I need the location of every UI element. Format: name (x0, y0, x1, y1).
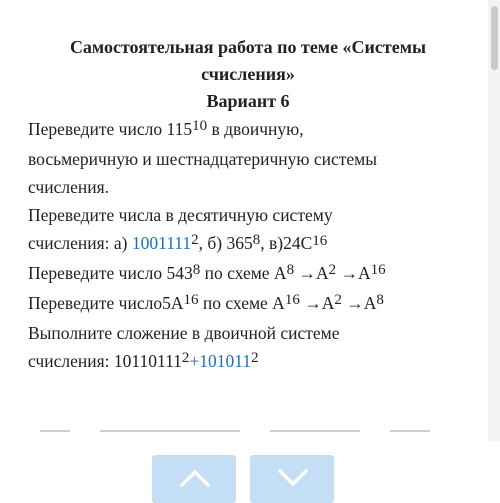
base-label: 16 (183, 292, 199, 308)
task-1-text: Переведите число 115 (28, 119, 193, 139)
task-1-text-2: в двоичную, (207, 119, 304, 139)
base-label: 10 (192, 118, 208, 134)
base-label: 8 (192, 262, 201, 278)
chevron-down-icon (278, 469, 308, 487)
scroll-up-button[interactable] (152, 455, 236, 503)
scrollbar[interactable] (488, 0, 500, 500)
base-label: 8 (286, 262, 295, 278)
base-label: 2 (181, 350, 190, 366)
variant-heading: Вариант 6 (206, 91, 290, 111)
task-4-arrow-2: →А (341, 293, 377, 313)
scrollbar-thumb[interactable] (491, 6, 498, 70)
faded-text-row (40, 420, 460, 434)
page-title (28, 34, 468, 88)
base-label: 2 (328, 262, 337, 278)
base-label: 16 (284, 292, 300, 308)
task-5-text: счисления: 10110111 (28, 351, 182, 371)
task-3-text-2: по схеме А (200, 263, 287, 283)
task-3-text: Переведите число 543 (28, 263, 193, 283)
assignment-content (28, 34, 468, 377)
task-2-text-2: , б) 365 (198, 233, 253, 253)
task-1-line-3: счисления. (28, 177, 110, 197)
binary-number-link[interactable]: 1001111 (131, 233, 192, 253)
base-label: 2 (334, 292, 342, 308)
task-4-arrow-1: →А (299, 293, 335, 313)
base-label: 16 (370, 262, 386, 278)
binary-sum-link[interactable]: +101011 (189, 351, 252, 371)
task-4-text-2: по схеме А (198, 293, 285, 313)
base-label: 8 (376, 292, 384, 308)
base-label: 8 (252, 232, 261, 248)
base-label: 16 (312, 233, 328, 249)
task-2 (28, 201, 468, 259)
task-5-line-1: Выполните сложение в двоичной системе (28, 323, 340, 343)
task-2-line-1: Переведите числа в десятичную систему (28, 205, 333, 225)
scroll-down-button[interactable] (250, 455, 334, 503)
task-3-arrow-1: →А (294, 263, 329, 283)
chevron-up-icon (180, 469, 210, 487)
task-2-text-3: , в)24С (260, 233, 313, 253)
task-1-line-2: восьмеричную и шестнадцатеричную системы (28, 149, 377, 169)
task-4-text: Переведите число5А (28, 293, 184, 313)
base-label: 2 (251, 350, 259, 366)
task-1 (28, 115, 468, 201)
task-5 (28, 319, 468, 377)
task-2-text: счисления: а) (28, 233, 132, 253)
navigation-bar (0, 441, 500, 500)
title-line-2: счисления» (201, 64, 295, 84)
base-label: 2 (191, 232, 199, 248)
title-line-1: Самостоятельная работа по теме «Системы (69, 37, 427, 57)
task-3 (28, 259, 468, 289)
task-4 (28, 289, 468, 319)
task-3-arrow-2: →А (336, 263, 371, 283)
